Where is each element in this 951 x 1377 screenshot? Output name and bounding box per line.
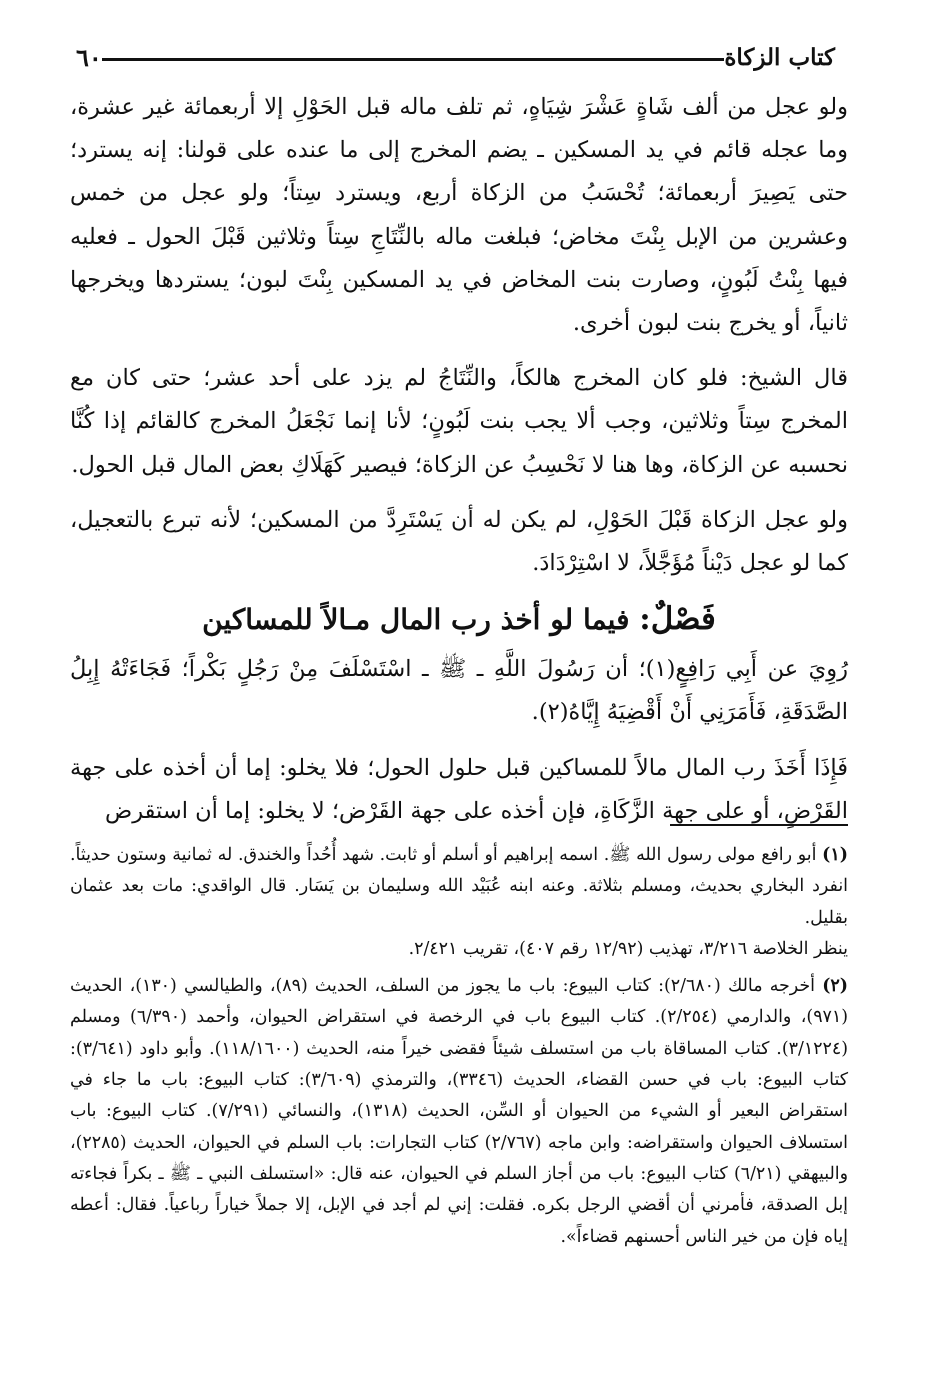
footnote-2: [70, 971, 848, 1253]
paragraph-text: رُوِيَ عن أَبِي رَافِعٍ(١)؛ أن رَسُولَ اللَّهِ ـ ﷺ ـ اسْتَسْلَفَ مِنْ رَجُلٍ بَكْراً؛ فَجَاءَتْهُ إِبِلُ الصَّدَقَةِ، فَأَمَرَنِي أَنْ أَقْضِيَهُ إِيَّاهُ(٢).: [70, 656, 849, 726]
paragraph-2: [70, 357, 848, 487]
section-heading: [70, 597, 848, 642]
section-heading-label: فَصْلٌ:: [639, 601, 716, 638]
footnote-text: أبو رافع مولى رسول الله ﷺ. اسمه إبراهيم أو أسلم أو ثابت. شهد أُحُداً والخندق. له ثمانية وستون حديثاً. انفرد البخاري بحديث، ومسلم بثلاثة. وعنه ابنه عُبَيْد الله وسليمان بن يَسَار. قال الواقدي: مات بعد عثمان بقليل.: [70, 845, 848, 928]
running-header: [60, 40, 851, 74]
section-heading-text: فيما لو أخذ رب المال مـالاً للمساكين: [202, 603, 630, 637]
footnote-number: (١): [822, 845, 848, 865]
paragraph-3: [70, 499, 848, 585]
paragraph-4: [70, 648, 848, 734]
footnote-separator: [670, 824, 848, 826]
header-rule: [102, 58, 725, 61]
paragraph-text: ولو عجل من ألف شَاةٍ عَشْرَ شِيَاهٍ، ثم تلف ماله قبل الحَوْلِ إلا أربعمائة غير عشرة، وما عجله قائم في يد المسكين ـ يضم المخرج إلى ما عنده على قولنا: إنه يسترد؛ حتى يَصِيرَ أربعمائة؛ تُحْسَبُ من الزكاة أربع، ويسترد سِتاً؛ ولو عجل من خمس وعشرين من الإبل بِنْتَ مخاض؛ فبلغت ماله بالنِّتَاجِ سِتاً وثلاثين قَبْلَ الحول ـ فعليه فيها بِنْتُ لَبُونٍ، وصارت بنت المخاض في يد المسكين بِنْتَ لبون؛ يستردها ويخرجها ثانياً، أو يخرج بنت لبون أخرى.: [70, 94, 848, 337]
footnote-reference: ينظر الخلاصة ٣/٢١٦، تهذيب (١٢/٩٢ رقم ٤٠٧)، تقريب ٢/٤٢١.: [408, 938, 848, 959]
paragraph-text: فَإِذَا أَخَذَ رب المال مالاً للمساكين قبل حلول الحول؛ فلا يخلو: إما أن أخذه على جهة القَرْضِ، أو على جهة الزَّكَاةِ، فإن أخذه على جهة القَرْض؛ لا يخلو: إما أن استقرض: [70, 754, 848, 824]
page-number: ٦٠: [76, 42, 102, 72]
footnotes: [70, 840, 848, 1259]
paragraph-text: ولو عجل الزكاة قَبْلَ الحَوْلِ، لم يكن له أن يَسْتَرِدَّ من المسكين؛ لأنه تبرع بالتعجيل، كما لو عجل دَيْناً مُؤَجَّلاً، لا اسْتِرْدَادَ.: [70, 506, 848, 577]
footnote-number: (٢): [822, 976, 848, 997]
paragraph-5: [70, 747, 848, 833]
main-text: [70, 86, 848, 845]
footnote-text: أخرجه مالك (٢/٦٨٠): كتاب البيوع: باب ما يجوز من السلف، الحديث (٨٩)، والطيالسي (١٣٠)، الحديث (٩٧١)، والدارمي (٢/٢٥٤). كتاب البيوع باب في الرخصة في استقراض الحيوان، وأحمد (٦/٣٩٠) ومسلم (٣/١٢٢٤). كتاب المساقاة باب من استسلف شيئاً فقضى خيراً منه، الحديث (١١٨/١٦٠٠). وأبو داود (٣/٦٤١): كتاب البيوع: باب في حسن القضاء، الحديث (٣٣٤٦)، والترمذي (٣/٦٠٩): كتاب البيوع: باب ما جاء في استقراض البعير أو الشيء من الحيوان أو السِّن، الحديث (١٣١٨)، والنسائي (٧/٢٩١). كتاب البيوع: باب استسلاف الحيوان واستقراضه: وابن ماجه (٢/٧٦٧) كتاب التجارات: باب السلم في الحيوان، الحديث (٢٢٨٥)، والبيهقي (٦/٢١) كتاب البيوع: باب من أجاز السلم في الحيوان، عنه قال: «استسلف النبي ـ ﷺ ـ بكراً فجاءته إبل الصدقة، فأمرني أن أقضي الرجل بكره. فقلت: إني لم أجد في الإبل، إلا جملاً خياراً رباعياً. فقال: أعطه إياه فإن من خير الناس أحسنهم قضاءاً».: [70, 976, 849, 1247]
book-title: كتاب الزكاة: [724, 43, 835, 71]
paragraph-1: [70, 86, 848, 345]
paragraph-text: قال الشيخ: فلو كان المخرج هالكاً، والنِّتَاجُ لم يزد على أحد عشر؛ حتى كان مع المخرج سِتاً وثلاثين، وجب ألا يجب بنت لَبُونٍ؛ لأنا إنما نَجْعَلُ المخرج كالقائم إذا كُنَّا نحسبه عن الزكاة، وها هنا لا نَحْسِبُ عن الزكاة؛ فيصير كَهَلَاكِ بعض المال قبل الحول.: [70, 365, 848, 478]
footnote-1: [70, 840, 848, 965]
